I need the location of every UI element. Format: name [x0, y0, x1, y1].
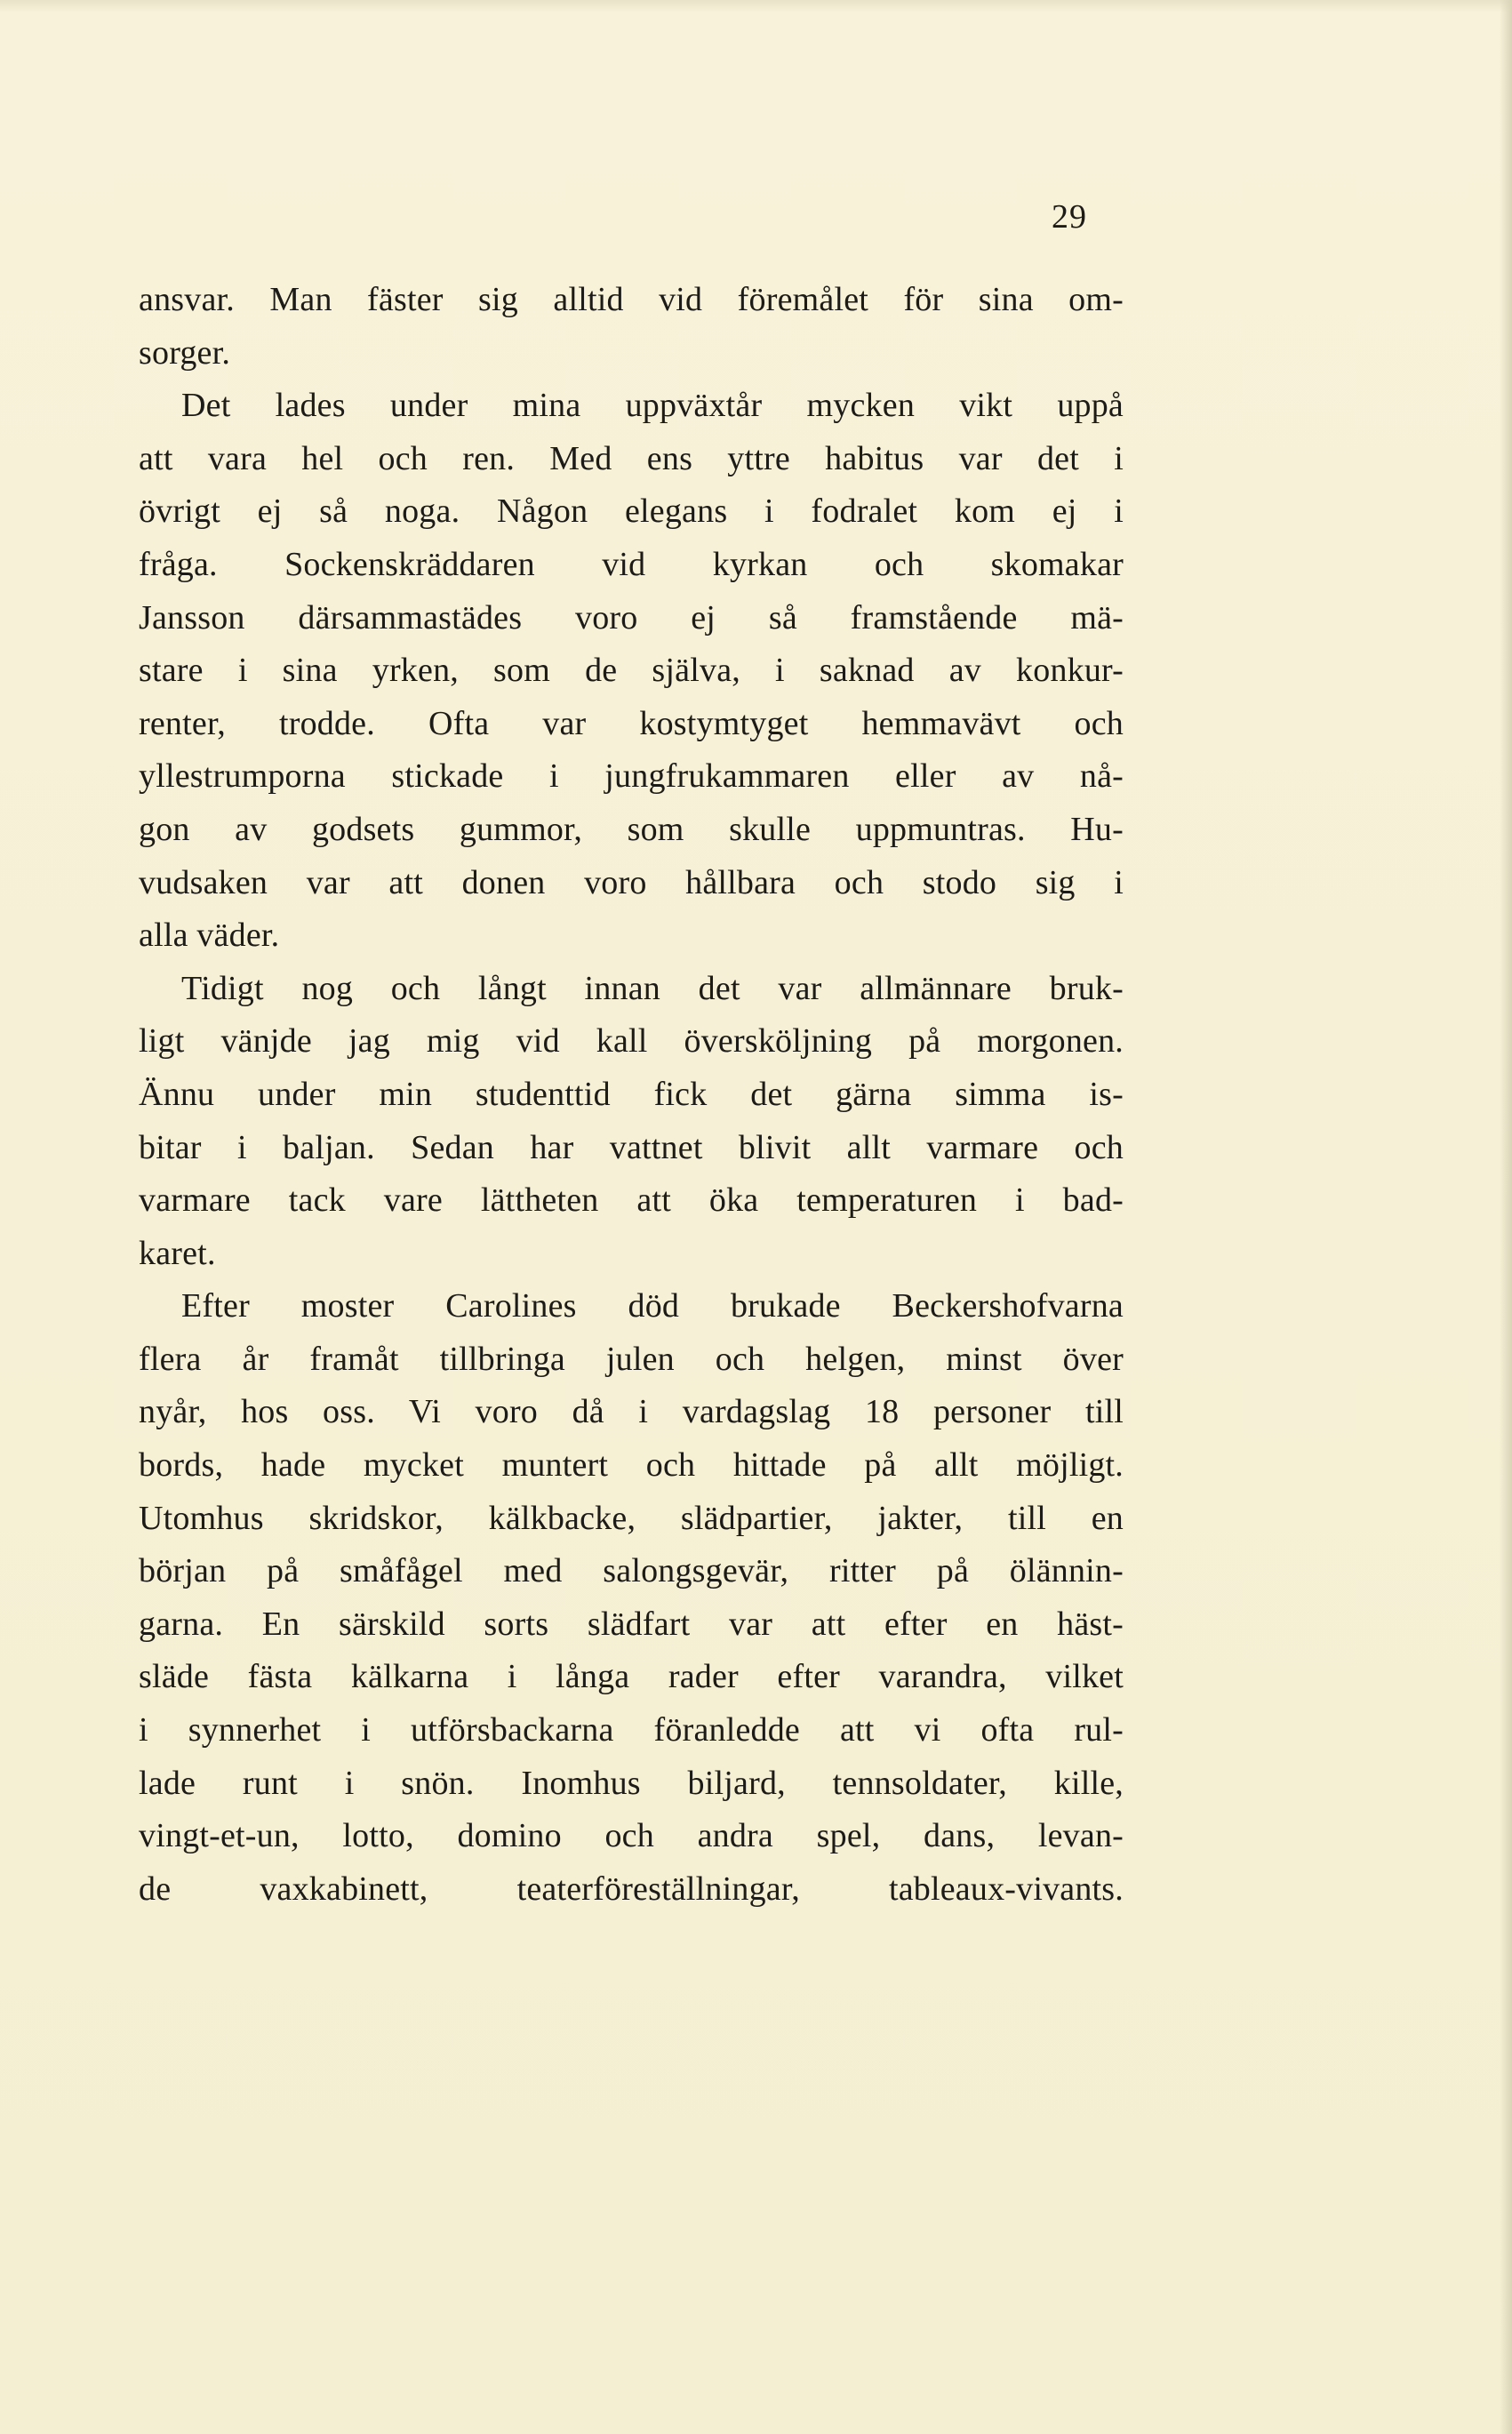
text-line: yllestrumporna stickade i jungfrukammaren eller av nå- — [139, 757, 1124, 796]
text-line: sorger. — [139, 333, 231, 372]
text-line: Ännu under min studenttid fick det gärna simma is- — [139, 1075, 1124, 1113]
text-line: att vara hel och ren. Med ens yttre habitus var det i — [139, 439, 1124, 477]
text-line: gon av godsets gummor, som skulle uppmuntras. Hu- — [139, 810, 1124, 848]
text-line: de vaxkabinett, teaterföreställningar, tableaux-vivants. — [139, 1870, 1124, 1908]
text-line: Jansson därsammastädes voro ej så framstående mä- — [139, 598, 1124, 637]
text-line: övrigt ej så noga. Någon elegans i fodralet kom ej i — [139, 492, 1124, 531]
text-line: Tidigt nog och långt innan det var allmännare bruk- — [181, 969, 1124, 1007]
text-line: lade runt i snön. Inomhus biljard, tennsoldater, kille, — [139, 1764, 1124, 1802]
text-line: varmare tack vare lättheten att öka temperaturen i bad- — [139, 1181, 1124, 1220]
text-line: bords, hade mycket muntert och hittade på allt möjligt. — [139, 1446, 1124, 1485]
page-right-edge — [1500, 0, 1512, 2434]
text-line: nyår, hos oss. Vi voro då i vardagslag 18 personer till — [139, 1393, 1124, 1431]
text-line: ligt vänjde jag mig vid kall översköljning på morgonen. — [139, 1022, 1124, 1061]
text-line: renter, trodde. Ofta var kostymtyget hemmavävt och — [139, 704, 1124, 742]
text-line: vudsaken var att donen voro hållbara och stodo sig i — [139, 863, 1124, 901]
text-line: början på småfågel med salongsgevär, ritter på ölännin- — [139, 1552, 1124, 1590]
text-line: garna. En särskild sorts slädfart var att efter en häst- — [139, 1605, 1124, 1643]
text-line: Det lades under mina uppväxtår mycken vikt uppå — [181, 387, 1124, 425]
text-line: alla väder. — [139, 917, 280, 955]
text-line: flera år framåt tillbringa julen och helgen, minst över — [139, 1340, 1124, 1378]
text-line: i synnerhet i utförsbackarna föranledde att vi ofta rul- — [139, 1711, 1124, 1749]
text-line: Efter moster Carolines död brukade Beckershofvarna — [181, 1287, 1124, 1325]
text-line: fråga. Sockenskräddaren vid kyrkan och skomakar — [139, 545, 1124, 583]
text-line: ansvar. Man fäster sig alltid vid föremålet för sina om- — [139, 281, 1124, 318]
text-line: karet. — [139, 1234, 216, 1272]
text-line: stare i sina yrken, som de själva, i saknad av konkur- — [139, 652, 1124, 690]
page-top-edge — [0, 0, 1512, 12]
page-number: 29 — [1052, 198, 1087, 236]
text-line: bitar i baljan. Sedan har vattnet blivit allt varmare och — [139, 1128, 1124, 1166]
text-line: vingt-et-un, lotto, domino och andra spel, dans, levan- — [139, 1817, 1124, 1855]
text-line: släde fästa kälkarna i långa rader efter varandra, vilket — [139, 1658, 1124, 1696]
text-line: Utomhus skridskor, kälkbacke, slädpartier, jakter, till en — [139, 1499, 1124, 1537]
body-text — [139, 274, 1124, 1916]
